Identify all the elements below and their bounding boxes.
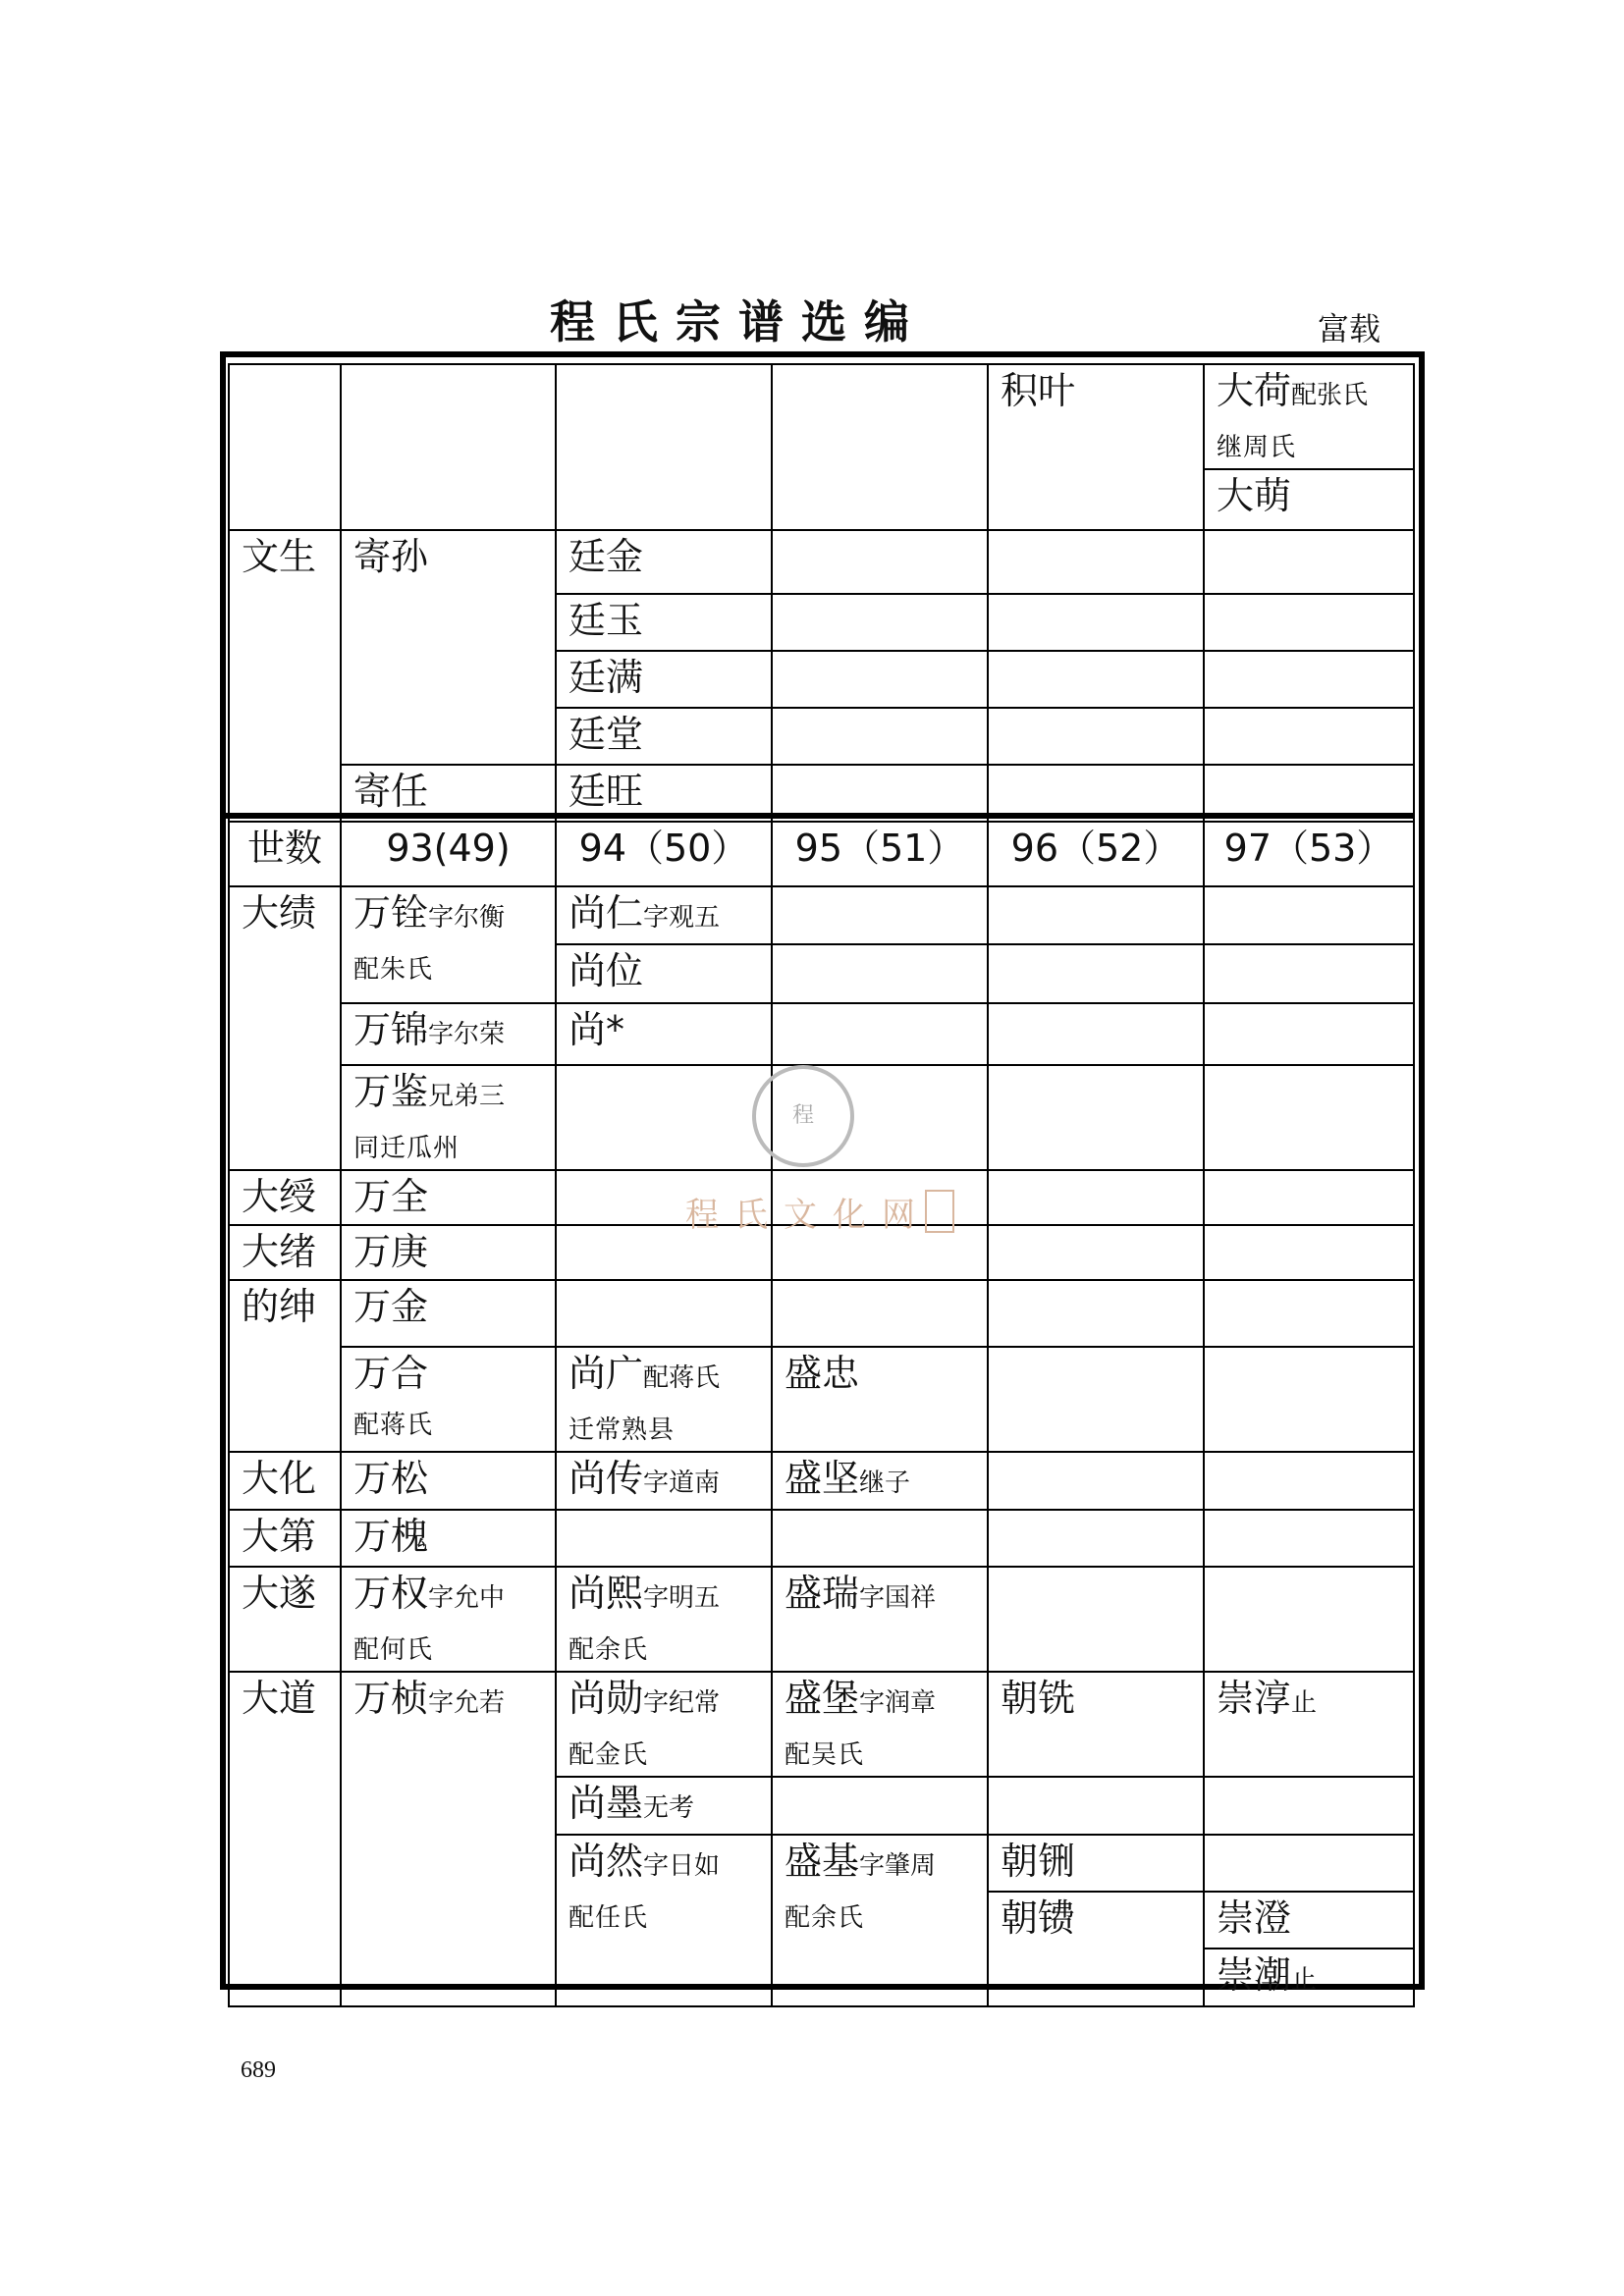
table-cell bbox=[1204, 1835, 1414, 1892]
table-cell: 文生 bbox=[229, 530, 341, 822]
table-cell bbox=[1204, 1003, 1414, 1065]
table-cell bbox=[1204, 708, 1414, 765]
table-cell: 大绩 bbox=[229, 886, 341, 1170]
table-cell bbox=[1204, 1567, 1414, 1672]
table-cell: 万金 bbox=[341, 1280, 556, 1347]
table-cell bbox=[1204, 364, 1414, 469]
table-row bbox=[229, 1280, 1414, 1347]
table-cell bbox=[341, 1003, 556, 1065]
person-note: 配吴氏 bbox=[785, 1740, 865, 1770]
table-cell: 廷玉 bbox=[556, 594, 772, 651]
table-cell bbox=[556, 1280, 772, 1347]
page-title: 程氏宗谱选编 bbox=[550, 295, 927, 348]
table-cell bbox=[988, 1003, 1204, 1065]
table-cell bbox=[341, 1347, 556, 1452]
table-cell bbox=[772, 1567, 988, 1672]
person-note: 字明五 bbox=[643, 1583, 721, 1613]
person-note: 无考 bbox=[643, 1793, 695, 1823]
table-cell: 大第 bbox=[229, 1510, 341, 1567]
table-cell: 万槐 bbox=[341, 1510, 556, 1567]
table-cell bbox=[772, 651, 988, 708]
table-cell: 积叶 bbox=[988, 364, 1204, 530]
table-cell bbox=[556, 1672, 772, 1777]
column-header: 94（50） bbox=[556, 822, 772, 886]
table-cell bbox=[772, 530, 988, 594]
table-cell: 廷金 bbox=[556, 530, 772, 594]
person-note: 字国祥 bbox=[859, 1583, 937, 1613]
table-row bbox=[229, 1003, 1414, 1065]
table-cell bbox=[772, 1835, 988, 2006]
person-name: 万桢 bbox=[353, 1677, 429, 1720]
person-note: 止 bbox=[1291, 1688, 1318, 1718]
table-cell bbox=[1204, 1777, 1414, 1835]
table-row bbox=[229, 1672, 1414, 1777]
column-header: 96（52） bbox=[988, 822, 1204, 886]
person-note: 继子 bbox=[859, 1468, 911, 1498]
table-row bbox=[229, 364, 1414, 469]
table-cell bbox=[988, 1225, 1204, 1280]
table-cell: 万庚 bbox=[341, 1225, 556, 1280]
person-note: 字允若 bbox=[428, 1688, 506, 1718]
table-cell bbox=[772, 364, 988, 530]
person-note: 配余氏 bbox=[785, 1903, 865, 1933]
person-note: 配朱氏 bbox=[353, 955, 434, 985]
table-cell bbox=[341, 364, 556, 530]
table-cell bbox=[988, 1065, 1204, 1170]
person-note: 迁常熟县 bbox=[568, 1415, 676, 1445]
table-cell bbox=[1204, 530, 1414, 594]
table-cell: 朝铏 bbox=[988, 1835, 1204, 1892]
table-cell bbox=[772, 1452, 988, 1510]
table-cell bbox=[556, 1065, 772, 1170]
table-cell bbox=[988, 651, 1204, 708]
table-cell bbox=[988, 1347, 1204, 1452]
section-divider bbox=[226, 813, 1415, 819]
table-cell: 廷满 bbox=[556, 651, 772, 708]
table-cell bbox=[988, 944, 1204, 1003]
person-name: 万锦 bbox=[353, 1008, 429, 1051]
table-cell: 万松 bbox=[341, 1452, 556, 1510]
person-note: 字允中 bbox=[428, 1583, 506, 1613]
table-cell bbox=[1204, 1510, 1414, 1567]
person-note: 同迁瓜州 bbox=[353, 1134, 460, 1163]
person-name: 尚传 bbox=[568, 1457, 644, 1500]
table-cell bbox=[988, 530, 1204, 594]
table-cell bbox=[1204, 651, 1414, 708]
table-cell: 廷堂 bbox=[556, 708, 772, 765]
table-cell bbox=[341, 886, 556, 1003]
table-cell: 大萌 bbox=[1204, 469, 1414, 530]
table-cell bbox=[556, 364, 772, 530]
table-row bbox=[229, 886, 1414, 944]
table-cell bbox=[772, 886, 988, 944]
table-cell: 的绅 bbox=[229, 1280, 341, 1452]
table-cell bbox=[556, 1452, 772, 1510]
table-cell: 尚位 bbox=[556, 944, 772, 1003]
person-note: 字尔荣 bbox=[428, 1020, 506, 1049]
person-note: 配蒋氏 bbox=[643, 1363, 721, 1393]
column-header: 95（51） bbox=[772, 822, 988, 886]
column-header: 世数 bbox=[229, 822, 341, 886]
person-name: 万鉴 bbox=[353, 1070, 429, 1113]
table-cell bbox=[988, 1452, 1204, 1510]
watermark-seal-icon: 程 bbox=[752, 1065, 854, 1167]
table-cell bbox=[1204, 1949, 1414, 2006]
table-cell: 大化 bbox=[229, 1452, 341, 1510]
person-name: 尚广 bbox=[568, 1352, 644, 1395]
person-note: 配蒋氏 bbox=[353, 1411, 434, 1440]
table-cell bbox=[772, 1003, 988, 1065]
table-cell bbox=[556, 1347, 772, 1452]
table-cell: 朝铣 bbox=[988, 1672, 1204, 1777]
table-cell: 廷旺 bbox=[556, 765, 772, 822]
table-cell: 大绶 bbox=[229, 1170, 341, 1225]
table-cell bbox=[772, 1280, 988, 1347]
person-name: 万合 bbox=[353, 1352, 429, 1395]
table-cell: 寄任 bbox=[341, 765, 556, 822]
table-cell bbox=[1204, 1347, 1414, 1452]
table-cell: 大道 bbox=[229, 1672, 341, 2006]
person-note: 字肇周 bbox=[859, 1851, 937, 1881]
genealogy-table-lower bbox=[228, 821, 1415, 2007]
table-cell bbox=[772, 1777, 988, 1835]
watermark-text: 程氏文化网 bbox=[685, 1196, 931, 1235]
table-cell: 寄孙 bbox=[341, 530, 556, 765]
table-cell bbox=[1204, 1672, 1414, 1777]
person-note: 字尔衡 bbox=[428, 903, 506, 933]
column-header: 97（53） bbox=[1204, 822, 1414, 886]
person-note: 配张氏 bbox=[1291, 381, 1369, 410]
table-row bbox=[229, 1347, 1414, 1452]
table-cell bbox=[556, 1510, 772, 1567]
table-cell bbox=[1204, 1170, 1414, 1225]
table-cell bbox=[341, 1065, 556, 1170]
table-cell bbox=[556, 1567, 772, 1672]
person-name: 崇淳 bbox=[1217, 1677, 1292, 1720]
table-cell bbox=[988, 886, 1204, 944]
table-cell bbox=[1204, 1280, 1414, 1347]
table-header-row bbox=[229, 822, 1414, 886]
person-note: 配余氏 bbox=[568, 1635, 649, 1665]
person-name: 大荷 bbox=[1217, 369, 1292, 412]
person-note: 配何氏 bbox=[353, 1635, 434, 1665]
person-name: 崇潮 bbox=[1217, 1953, 1292, 1997]
table-cell bbox=[1204, 1065, 1414, 1170]
table-cell bbox=[1204, 944, 1414, 1003]
table-cell bbox=[988, 1170, 1204, 1225]
person-name: 盛堡 bbox=[785, 1677, 860, 1720]
person-name: 盛基 bbox=[785, 1840, 860, 1883]
table-cell bbox=[1204, 1225, 1414, 1280]
person-name: 盛瑞 bbox=[785, 1572, 860, 1615]
table-cell: 朝镄 bbox=[988, 1892, 1204, 2006]
table-cell bbox=[988, 1777, 1204, 1835]
table-cell bbox=[1204, 594, 1414, 651]
column-header: 93(49) bbox=[341, 822, 556, 886]
person-name: 万铨 bbox=[353, 891, 429, 934]
person-note: 兄弟三 bbox=[428, 1082, 506, 1111]
table-row bbox=[229, 1567, 1414, 1672]
table-cell bbox=[988, 1280, 1204, 1347]
person-note: 继周氏 bbox=[1217, 433, 1297, 462]
page-number: 689 bbox=[241, 2057, 276, 2083]
person-name: 尚仁 bbox=[568, 891, 644, 934]
table-row bbox=[229, 1510, 1414, 1567]
table-cell bbox=[556, 1777, 772, 1835]
table-cell bbox=[772, 944, 988, 1003]
person-note: 配任氏 bbox=[568, 1903, 649, 1933]
table-cell bbox=[988, 594, 1204, 651]
person-name: 尚然 bbox=[568, 1840, 644, 1883]
person-name: 尚熙 bbox=[568, 1572, 644, 1615]
table-cell bbox=[1204, 1452, 1414, 1510]
watermark-stamp-icon bbox=[925, 1190, 954, 1233]
person-name: 尚勋 bbox=[568, 1677, 644, 1720]
table-cell bbox=[772, 594, 988, 651]
table-cell bbox=[772, 1672, 988, 1777]
table-cell bbox=[988, 1567, 1204, 1672]
table-cell bbox=[556, 886, 772, 944]
table-cell bbox=[772, 1510, 988, 1567]
table-cell bbox=[341, 1672, 556, 2006]
table-cell bbox=[1204, 886, 1414, 944]
page-subtitle: 富载 bbox=[1318, 310, 1381, 347]
table-cell bbox=[988, 1510, 1204, 1567]
genealogy-table-upper bbox=[228, 363, 1415, 823]
person-note: 字观五 bbox=[643, 903, 721, 933]
table-cell bbox=[772, 708, 988, 765]
table-cell: 尚* bbox=[556, 1003, 772, 1065]
person-note: 字纪常 bbox=[643, 1688, 721, 1718]
person-name: 万权 bbox=[353, 1572, 429, 1615]
table-cell bbox=[988, 708, 1204, 765]
table-row bbox=[229, 1452, 1414, 1510]
table-cell: 崇澄 bbox=[1204, 1892, 1414, 1949]
person-note: 字道南 bbox=[643, 1468, 721, 1498]
person-note: 止 bbox=[1291, 1965, 1318, 1995]
person-note: 配金氏 bbox=[568, 1740, 649, 1770]
table-cell bbox=[556, 1835, 772, 2006]
table-cell: 万全 bbox=[341, 1170, 556, 1225]
table-cell bbox=[229, 364, 341, 530]
table-cell: 大绪 bbox=[229, 1225, 341, 1280]
person-name: 尚墨 bbox=[568, 1782, 644, 1825]
table-cell: 大遂 bbox=[229, 1567, 341, 1672]
table-cell: 盛忠 bbox=[772, 1347, 988, 1452]
person-note: 字日如 bbox=[643, 1851, 721, 1881]
person-name: 盛坚 bbox=[785, 1457, 860, 1500]
person-note: 字润章 bbox=[859, 1688, 937, 1718]
table-cell bbox=[341, 1567, 556, 1672]
table-row bbox=[229, 530, 1414, 594]
